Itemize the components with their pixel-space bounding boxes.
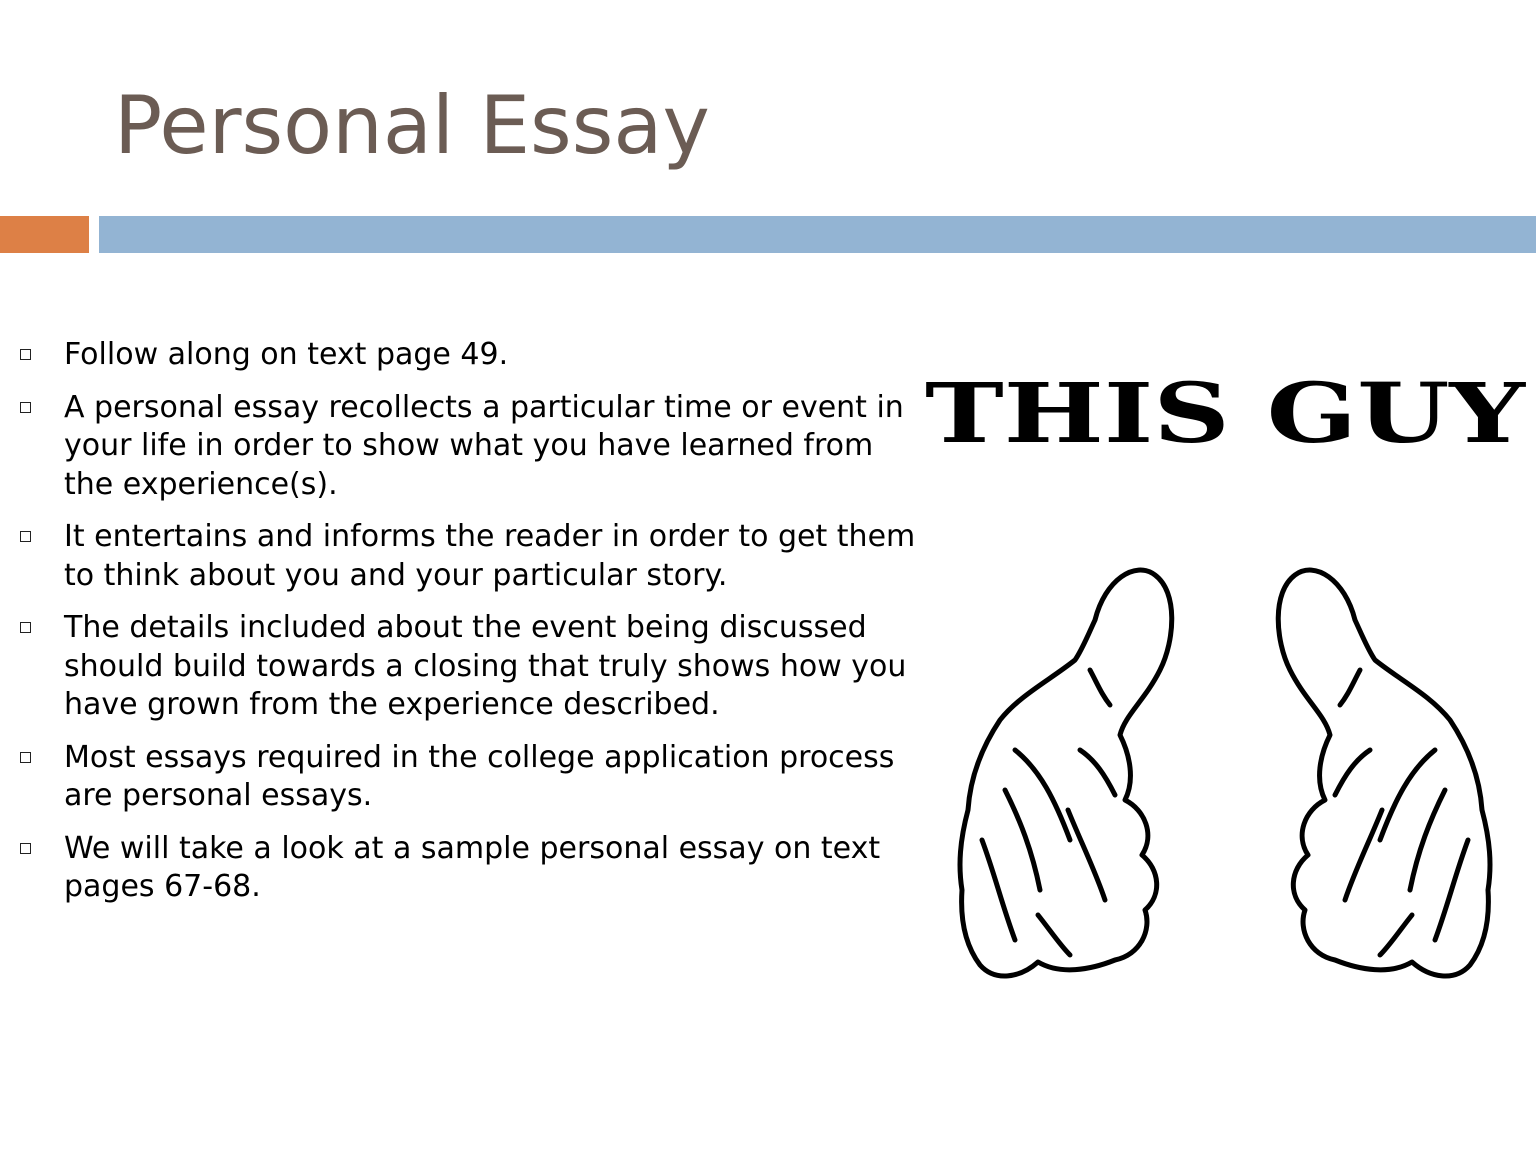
this-guy-image [920,370,1530,990]
square-bullet-icon [20,531,31,542]
bullet-text: Most essays required in the college application process are personal essays. [64,739,895,813]
bullet-text: We will take a look at a sample personal essay on text pages 67-68. [64,830,881,904]
bullet-text: The details included about the event being discussed should build towards a closing that truly shows how you have grown from the experience described. [64,610,907,722]
thumbs-pointing-at-self-icon [960,570,1172,976]
slide-title: Personal Essay [114,79,710,172]
accent-bar [0,216,89,253]
square-bullet-icon [20,622,31,633]
square-bullet-icon [20,402,31,413]
bullet-item [20,739,920,816]
bullet-item [20,389,920,505]
bullet-list [20,336,920,921]
bullet-item [20,336,920,375]
bullet-text: It entertains and informs the reader in order to get them to think about you and your particular story. [64,519,916,593]
bullet-item [20,609,920,725]
bullet-text: Follow along on text page 49. [64,337,509,372]
square-bullet-icon [20,349,31,360]
bullet-item [20,518,920,595]
square-bullet-icon [20,752,31,763]
bullet-item [20,830,920,907]
bullet-text: A personal essay recollects a particular time or event in your life in order to show what you have learned from the experience(s). [64,389,904,502]
thumbs-pointing-at-self-icon [1278,570,1490,976]
this-guy-caption: THIS GUY [925,370,1527,462]
header-bar [99,216,1536,253]
square-bullet-icon [20,843,31,854]
